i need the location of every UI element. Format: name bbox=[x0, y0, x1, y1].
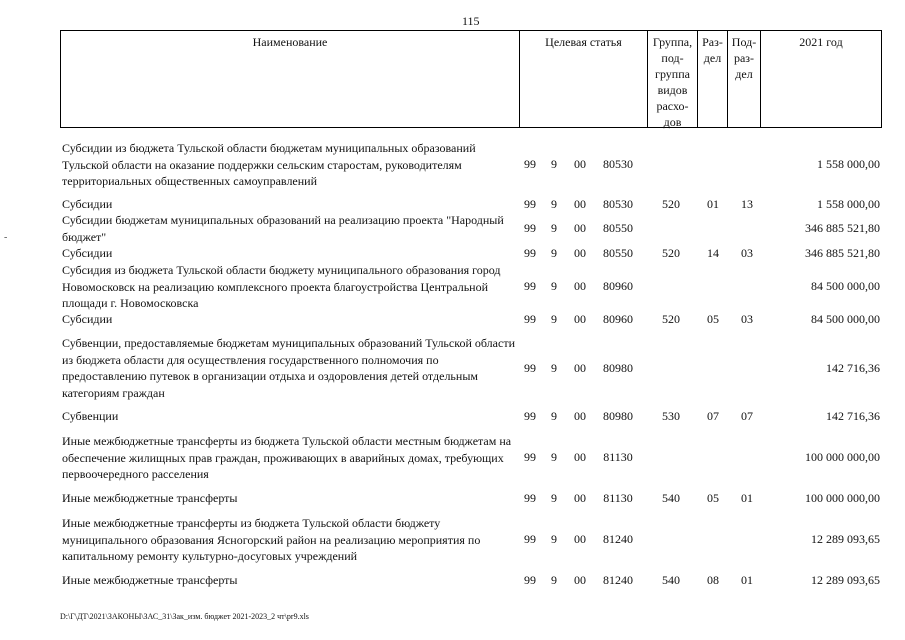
cell-amount: 12 289 093,65 bbox=[811, 532, 880, 546]
cell-target-dir: 00 bbox=[574, 491, 586, 505]
row-name: Субсидии из бюджета Тульской области бюджетам муниципальных образований Тульской области на оказание поддержки сельским старостам, руководителям территориальных общественных самоуправлений bbox=[62, 141, 476, 188]
cell-subsection: 03 bbox=[741, 312, 753, 326]
cell-section: 05 bbox=[707, 312, 719, 326]
cell-target-dir: 00 bbox=[574, 409, 586, 423]
cell-amount: 84 500 000,00 bbox=[811, 279, 880, 293]
cell-amount: 346 885 521,80 bbox=[805, 221, 880, 235]
cell-amount: 84 500 000,00 bbox=[811, 312, 880, 326]
header-subsection: Под- раз- дел bbox=[727, 31, 760, 127]
cell-target-program: 99 bbox=[524, 157, 536, 171]
cell-expense-group: 520 bbox=[662, 197, 680, 211]
cell-target-sub: 9 bbox=[551, 532, 557, 546]
cell-amount: 346 885 521,80 bbox=[805, 246, 880, 260]
cell-target-sub: 9 bbox=[551, 573, 557, 587]
cell-expense-group: 540 bbox=[662, 491, 680, 505]
cell-amount: 142 716,36 bbox=[826, 361, 880, 375]
cell-target-code: 81130 bbox=[603, 450, 633, 464]
cell-target-sub: 9 bbox=[551, 197, 557, 211]
cell-target-program: 99 bbox=[524, 450, 536, 464]
page-number: 115 bbox=[462, 14, 480, 28]
cell-target-sub: 9 bbox=[551, 491, 557, 505]
cell-target-dir: 00 bbox=[574, 312, 586, 326]
row-name: Субсидии бюджетам муниципальных образований на реализацию проекта "Народный бюджет" bbox=[62, 213, 504, 244]
cell-target-program: 99 bbox=[524, 279, 536, 293]
cell-target-dir: 00 bbox=[574, 197, 586, 211]
cell-subsection: 03 bbox=[741, 246, 753, 260]
cell-subsection: 01 bbox=[741, 573, 753, 587]
cell-target-code: 80530 bbox=[603, 157, 633, 171]
row-name: Субсидии bbox=[62, 246, 113, 260]
header-name: Наименование bbox=[252, 35, 328, 49]
cell-target-sub: 9 bbox=[551, 409, 557, 423]
cell-target-dir: 00 bbox=[574, 573, 586, 587]
cell-target-sub: 9 bbox=[551, 246, 557, 260]
cell-target-sub: 9 bbox=[551, 157, 557, 171]
cell-target-program: 99 bbox=[524, 246, 536, 260]
cell-target-program: 99 bbox=[524, 491, 536, 505]
row-name: Иные межбюджетные трансферты bbox=[62, 573, 238, 587]
cell-target-sub: 9 bbox=[551, 361, 557, 375]
cell-target-program: 99 bbox=[524, 197, 536, 211]
cell-expense-group: 520 bbox=[662, 246, 680, 260]
row-name: Субвенции, предоставляемые бюджетам муниципальных образований Тульской области из бюджета области для осуществления государственного полномочия по предоставлению путевок в организации отдыха и оздоровления детей отдельным категориям граждан bbox=[62, 336, 515, 400]
row-name: Субсидии bbox=[62, 197, 113, 211]
file-path-footer: D:\Г\ДТ\2021\ЗАКОНЫ\ЗАС_31\Зак_изм. бюджет 2021-2023_2 чт\pr9.xls bbox=[60, 612, 309, 621]
cell-target-code: 80960 bbox=[603, 279, 633, 293]
cell-target-code: 81240 bbox=[603, 573, 633, 587]
margin-mark: - bbox=[4, 232, 8, 243]
cell-target-code: 81240 bbox=[603, 532, 633, 546]
cell-amount: 142 716,36 bbox=[826, 409, 880, 423]
cell-target-sub: 9 bbox=[551, 221, 557, 235]
cell-section: 08 bbox=[707, 573, 719, 587]
cell-target-program: 99 bbox=[524, 532, 536, 546]
cell-section: 01 bbox=[707, 197, 719, 211]
header-group: Группа, под- группа видов расхо- дов bbox=[647, 31, 697, 127]
cell-target-dir: 00 bbox=[574, 450, 586, 464]
cell-amount: 1 558 000,00 bbox=[817, 157, 880, 171]
cell-target-sub: 9 bbox=[551, 450, 557, 464]
cell-expense-group: 530 bbox=[662, 409, 680, 423]
cell-target-program: 99 bbox=[524, 573, 536, 587]
cell-target-dir: 00 bbox=[574, 157, 586, 171]
cell-expense-group: 520 bbox=[662, 312, 680, 326]
row-name: Иные межбюджетные трансферты из бюджета Тульской области бюджету муниципального образования Ясногорский район на реализацию мероприятия по капитальному ремонту культурно-досуговых учреждений bbox=[62, 516, 481, 563]
row-name: Субсидия из бюджета Тульской области бюджету муниципального образования город Новомосковск на реализацию комплексного проекта благоустройства Центральной площади г. Новомосковска bbox=[62, 263, 501, 310]
cell-section: 05 bbox=[707, 491, 719, 505]
cell-target-code: 80980 bbox=[603, 409, 633, 423]
header-section: Раз- дел bbox=[697, 31, 727, 127]
cell-target-code: 80980 bbox=[603, 361, 633, 375]
header-target: Целевая статья bbox=[519, 31, 647, 127]
row-name: Субсидии bbox=[62, 312, 113, 326]
row-name: Иные межбюджетные трансферты bbox=[62, 491, 238, 505]
cell-amount: 1 558 000,00 bbox=[817, 197, 880, 211]
row-name: Субвенции bbox=[62, 409, 119, 423]
cell-subsection: 01 bbox=[741, 491, 753, 505]
cell-subsection: 13 bbox=[741, 197, 753, 211]
cell-target-dir: 00 bbox=[574, 246, 586, 260]
cell-amount: 12 289 093,65 bbox=[811, 573, 880, 587]
cell-amount: 100 000 000,00 bbox=[805, 450, 880, 464]
cell-target-program: 99 bbox=[524, 409, 536, 423]
cell-target-program: 99 bbox=[524, 361, 536, 375]
cell-target-sub: 9 bbox=[551, 312, 557, 326]
cell-amount: 100 000 000,00 bbox=[805, 491, 880, 505]
cell-section: 07 bbox=[707, 409, 719, 423]
cell-target-code: 80530 bbox=[603, 197, 633, 211]
cell-subsection: 07 bbox=[741, 409, 753, 423]
cell-target-dir: 00 bbox=[574, 361, 586, 375]
cell-target-program: 99 bbox=[524, 221, 536, 235]
cell-target-sub: 9 bbox=[551, 279, 557, 293]
cell-expense-group: 540 bbox=[662, 573, 680, 587]
cell-target-dir: 00 bbox=[574, 221, 586, 235]
cell-target-code: 80550 bbox=[603, 221, 633, 235]
cell-target-code: 81130 bbox=[603, 491, 633, 505]
header-year: 2021 год bbox=[760, 31, 881, 127]
cell-target-program: 99 bbox=[524, 312, 536, 326]
cell-target-code: 80960 bbox=[603, 312, 633, 326]
row-name: Иные межбюджетные трансферты из бюджета Тульской области местным бюджетам на обеспечение жилищных прав граждан, проживающих в аварийных домах, требующих первоочередного расселения bbox=[62, 434, 512, 481]
cell-target-dir: 00 bbox=[574, 532, 586, 546]
cell-section: 14 bbox=[707, 246, 719, 260]
cell-target-dir: 00 bbox=[574, 279, 586, 293]
cell-target-code: 80550 bbox=[603, 246, 633, 260]
